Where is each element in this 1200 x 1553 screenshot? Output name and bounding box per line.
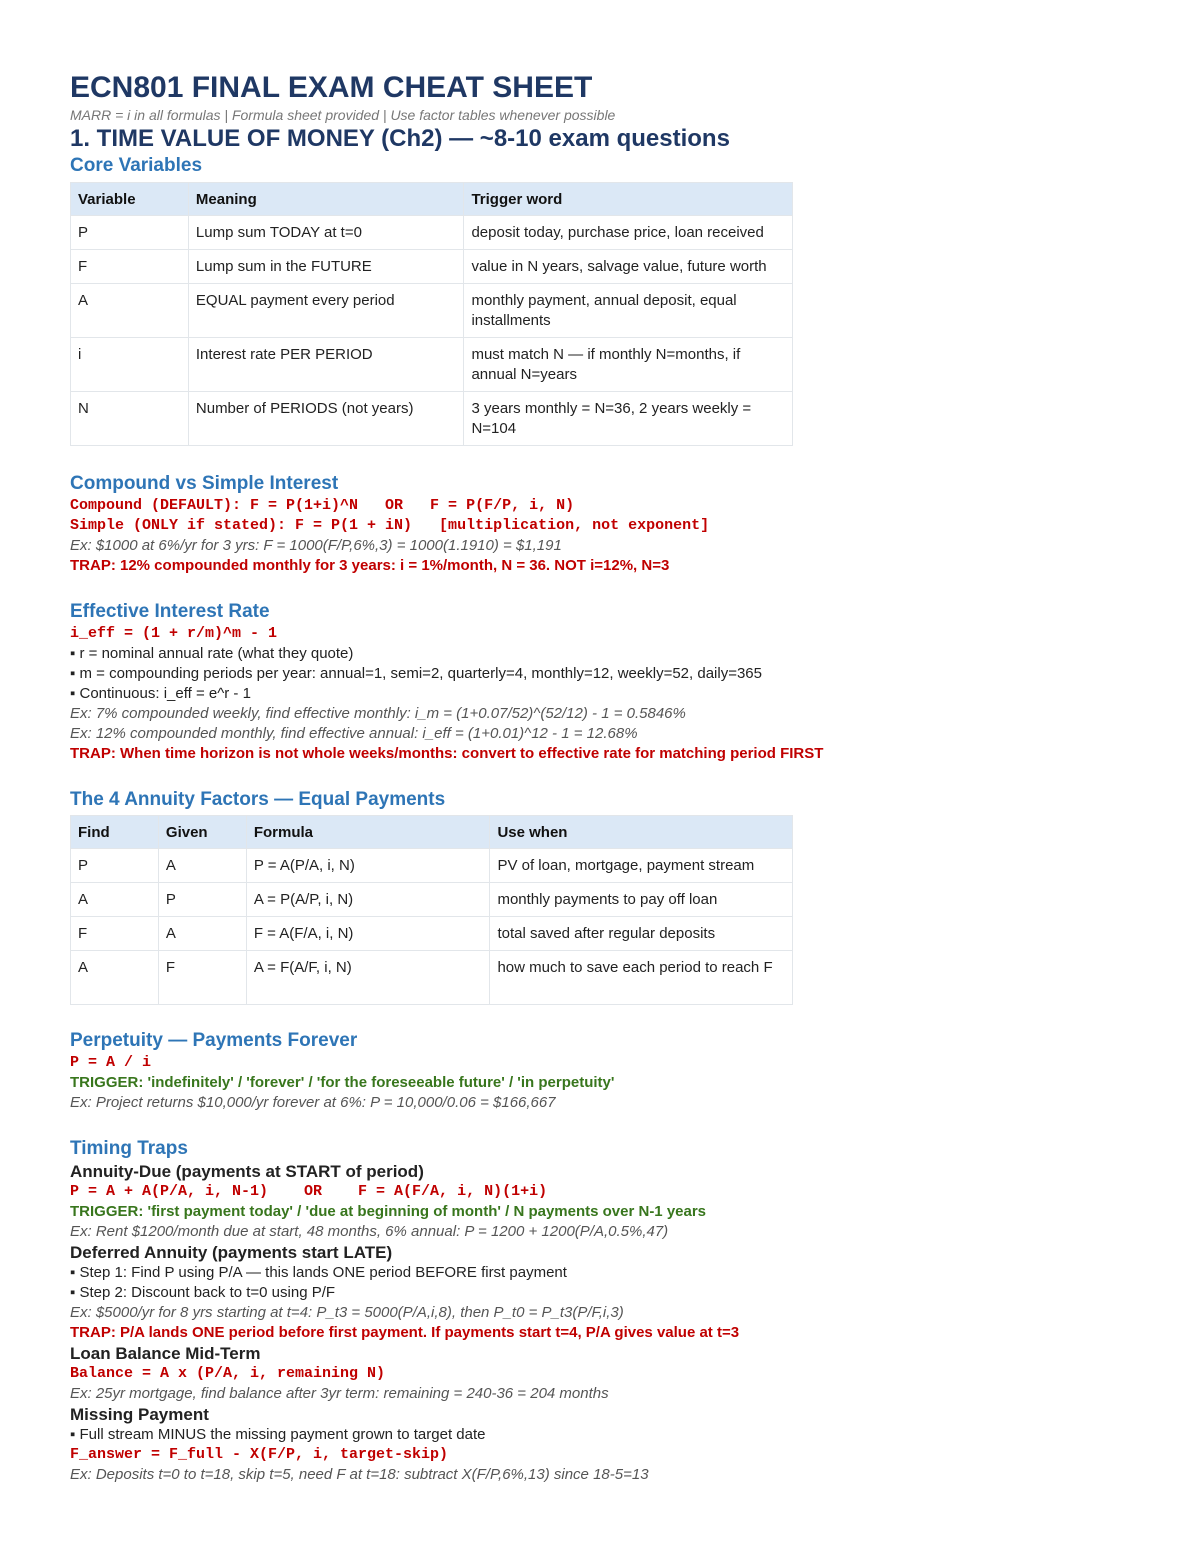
effective-rate-formula: i_eff = (1 + r/m)^m - 1 — [70, 625, 278, 642]
table-cell: A = F(A/F, i, N) — [246, 951, 490, 1005]
core-variables-table — [70, 182, 793, 446]
effective-example: Ex: 12% compounded monthly, find effective annual: i_eff = (1+0.01)^12 - 1 = 12.68% — [70, 725, 638, 742]
table-cell: A — [158, 849, 246, 883]
bullet-item: ▪ Step 2: Discount back to t=0 using P/F — [70, 1284, 336, 1301]
table-cell: A — [71, 951, 159, 1005]
table-cell: A — [71, 883, 159, 917]
table-cell: deposit today, purchase price, loan received — [464, 216, 793, 250]
table-cell: P — [71, 216, 189, 250]
column-header: Meaning — [188, 183, 464, 216]
table-cell: Lump sum in the FUTURE — [188, 250, 464, 284]
table-row — [71, 250, 793, 284]
table-cell: must match N — if monthly N=months, if annual N=years — [464, 338, 793, 392]
table-row — [71, 917, 793, 951]
compound-example: Ex: $1000 at 6%/yr for 3 yrs: F = 1000(F/P,6%,3) = 1000(1.1910) = $1,191 — [70, 537, 562, 554]
column-header: Trigger word — [464, 183, 793, 216]
missing-payment-heading: Missing Payment — [70, 1405, 209, 1424]
table-row — [71, 392, 793, 446]
table-cell: F — [71, 917, 159, 951]
effective-trap: TRAP: When time horizon is not whole weeks/months: convert to effective rate for matching period FIRST — [70, 745, 824, 762]
cheat-sheet-page — [70, 70, 1130, 1485]
table-cell: A — [71, 284, 189, 338]
effective-rate-heading: Effective Interest Rate — [70, 601, 270, 622]
table-cell: EQUAL payment every period — [188, 284, 464, 338]
table-cell: Interest rate PER PERIOD — [188, 338, 464, 392]
annuity-factors-heading: The 4 Annuity Factors — Equal Payments — [70, 789, 446, 810]
annuity-factors-table — [70, 815, 793, 1005]
table-header-row — [71, 183, 793, 216]
table-row — [71, 951, 793, 1005]
column-header: Formula — [246, 816, 490, 849]
column-header: Variable — [71, 183, 189, 216]
annuity-due-heading: Annuity-Due (payments at START of period) — [70, 1162, 424, 1181]
table-cell: F — [158, 951, 246, 1005]
deferred-annuity-heading: Deferred Annuity (payments start LATE) — [70, 1243, 393, 1262]
column-header: Find — [71, 816, 159, 849]
table-row — [71, 284, 793, 338]
loan-balance-heading: Loan Balance Mid-Term — [70, 1344, 261, 1363]
loan-balance-formula: Balance = A x (P/A, i, remaining N) — [70, 1365, 386, 1382]
column-header: Given — [158, 816, 246, 849]
perpetuity-heading: Perpetuity — Payments Forever — [70, 1030, 358, 1051]
table-cell: F — [71, 250, 189, 284]
table-row — [71, 338, 793, 392]
table-cell: monthly payments to pay off loan — [490, 883, 793, 917]
bullet-item: ▪ Step 1: Find P using P/A — this lands ONE period BEFORE first payment — [70, 1264, 567, 1281]
table-cell: total saved after regular deposits — [490, 917, 793, 951]
missing-payment-example: Ex: Deposits t=0 to t=18, skip t=5, need F at t=18: subtract X(F/P,6%,13) since 18-5=13 — [70, 1466, 649, 1483]
simple-formula: Simple (ONLY if stated): F = P(1 + iN) [multiplication, not exponent] — [70, 517, 710, 534]
deferred-example: Ex: $5000/yr for 8 yrs starting at t=4: P_t3 = 5000(P/A,i,8), then P_t0 = P_t3(P/F,i,3) — [70, 1304, 624, 1321]
effective-example: Ex: 7% compounded weekly, find effective monthly: i_m = (1+0.07/52)^(52/12) - 1 = 0.5846% — [70, 705, 686, 722]
core-variables-heading: Core Variables — [70, 155, 203, 176]
bullet-item: ▪ Full stream MINUS the missing payment grown to target date — [70, 1426, 486, 1443]
table-cell: i — [71, 338, 189, 392]
missing-payment-formula: F_answer = F_full - X(F/P, i, target-skip) — [70, 1446, 449, 1463]
table-cell: 3 years monthly = N=36, 2 years weekly = N=104 — [464, 392, 793, 446]
table-cell: A — [158, 917, 246, 951]
section-heading: 1. TIME VALUE OF MONEY (Ch2) — ~8-10 exam questions — [70, 125, 730, 152]
table-cell: A = P(A/P, i, N) — [246, 883, 490, 917]
table-cell: monthly payment, annual deposit, equal installments — [464, 284, 793, 338]
table-header-row — [71, 816, 793, 849]
column-header: Use when — [490, 816, 793, 849]
table-cell: value in N years, salvage value, future worth — [464, 250, 793, 284]
table-cell: F = A(F/A, i, N) — [246, 917, 490, 951]
table-row — [71, 849, 793, 883]
perpetuity-formula: P = A / i — [70, 1054, 152, 1071]
table-row — [71, 216, 793, 250]
loan-balance-example: Ex: 25yr mortgage, find balance after 3yr term: remaining = 240-36 = 204 months — [70, 1385, 609, 1402]
deferred-trap: TRAP: P/A lands ONE period before first payment. If payments start t=4, P/A gives value at t=3 — [70, 1324, 740, 1341]
table-cell: P = A(P/A, i, N) — [246, 849, 490, 883]
table-cell: N — [71, 392, 189, 446]
perpetuity-trigger: TRIGGER: 'indefinitely' / 'forever' / 'for the foreseeable future' / 'in perpetuity' — [70, 1074, 615, 1091]
table-cell: PV of loan, mortgage, payment stream — [490, 849, 793, 883]
timing-traps-heading: Timing Traps — [70, 1138, 188, 1159]
table-cell: how much to save each period to reach F — [490, 951, 793, 1005]
bullet-item: ▪ r = nominal annual rate (what they quote) — [70, 645, 354, 662]
table-cell: Lump sum TODAY at t=0 — [188, 216, 464, 250]
table-row — [71, 883, 793, 917]
annuity-due-trigger: TRIGGER: 'first payment today' / 'due at beginning of month' / N payments over N-1 years — [70, 1203, 707, 1220]
compound-trap: TRAP: 12% compounded monthly for 3 years: i = 1%/month, N = 36. NOT i=12%, N=3 — [70, 557, 670, 574]
table-cell: Number of PERIODS (not years) — [188, 392, 464, 446]
perpetuity-example: Ex: Project returns $10,000/yr forever at 6%: P = 10,000/0.06 = $166,667 — [70, 1094, 556, 1111]
bullet-item: ▪ m = compounding periods per year: annual=1, semi=2, quarterly=4, monthly=12, weekly=52, daily=365 — [70, 665, 762, 682]
table-cell: P — [71, 849, 159, 883]
page-title: ECN801 FINAL EXAM CHEAT SHEET — [70, 71, 593, 104]
table-cell: P — [158, 883, 246, 917]
bullet-item: ▪ Continuous: i_eff = e^r - 1 — [70, 685, 251, 702]
compound-interest-heading: Compound vs Simple Interest — [70, 473, 339, 494]
annuity-due-formula: P = A + A(P/A, i, N-1) OR F = A(F/A, i, N)(1+i) — [70, 1183, 548, 1200]
compound-formula: Compound (DEFAULT): F = P(1+i)^N OR F = P(F/P, i, N) — [70, 497, 575, 514]
page-subtitle: MARR = i in all formulas | Formula sheet provided | Use factor tables whenever possible — [70, 107, 616, 123]
annuity-due-example: Ex: Rent $1200/month due at start, 48 months, 6% annual: P = 1200 + 1200(P/A,0.5%,47) — [70, 1223, 669, 1240]
